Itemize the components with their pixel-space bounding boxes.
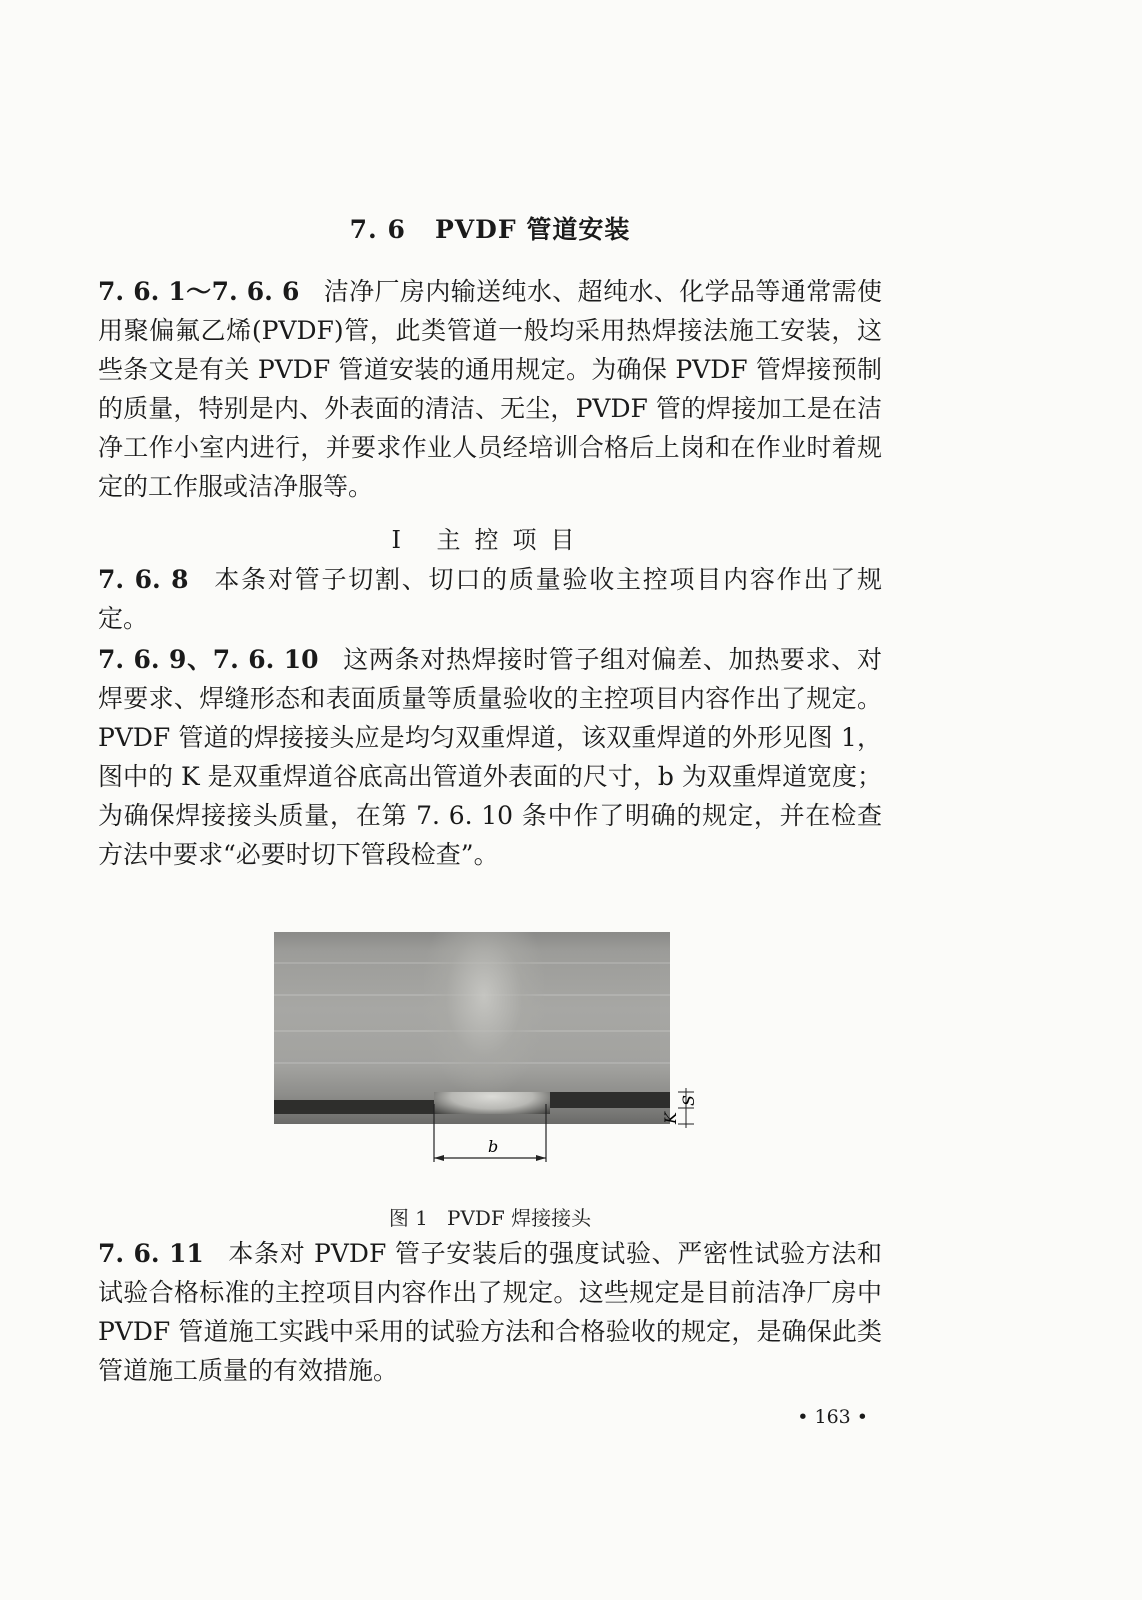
label-k: K: [661, 1112, 680, 1124]
section-number: 7. 6: [349, 215, 406, 244]
clause-text: 洁净厂房内输送纯水、超纯水、化学品等通常需使用聚偏氟乙烯(PVDF)管，此类管道一般均采用热焊接法施工安装，这些条文是有关 PVDF 管道安装的通用规定。为确保 PVDF 管焊接预制的质量，特别是内、外表面的清洁、无尘，PVDF 管的焊接加工是在洁净工作小室内进行，并要求作业人员经培训合格后上岗和在作业时着规定的工作服或洁净服等。: [98, 277, 882, 501]
paragraph-7-6-1: [98, 272, 882, 506]
caption-number: 图 1: [388, 1206, 428, 1230]
subheading-main-control-items: Ⅰ 主控项目: [391, 526, 589, 554]
clause-number: 7. 6. 8: [98, 565, 189, 594]
label-b: b: [488, 1137, 499, 1156]
paragraph-7-6-8: [98, 560, 882, 638]
paragraph-7-6-11: [98, 1234, 882, 1390]
figure-caption: [98, 1202, 882, 1231]
clause-text: 这两条对热焊接时管子组对偏差、加热要求、对焊要求、焊缝形态和表面质量等质量验收的主控项目内容作出了规定。PVDF 管道的焊接接头应是均匀双重焊道，该双重焊道的外形见图 1，图中的 K 是双重焊道谷底高出管道外表面的尺寸，b 为双重焊道宽度；为确保焊接接头质量，在第 7. 6. 10 条中作了明确的规定，并在检查方法中要求“必要时切下管段检查”。: [98, 645, 882, 869]
clause-number: 7. 6. 1～7. 6. 6: [98, 277, 300, 306]
clause-number: 7. 6. 11: [98, 1239, 204, 1268]
caption-text: PVDF 焊接接头: [447, 1206, 592, 1230]
label-s: S: [679, 1095, 698, 1106]
clause-text: 本条对管子切割、切口的质量验收主控项目内容作出了规定。: [98, 565, 882, 633]
paragraph-7-6-9: [98, 640, 882, 874]
section-title: [98, 210, 882, 246]
page-number: • 163 •: [797, 1406, 868, 1428]
dimension-annotations: [274, 1080, 734, 1190]
clause-text: 本条对 PVDF 管子安装后的强度试验、严密性试验方法和试验合格标准的主控项目内容作出了规定。这些规定是目前洁净厂房中 PVDF 管道施工实践中采用的试验方法和合格验收的规定，是确保此类管道施工质量的有效措施。: [98, 1239, 882, 1385]
section-title-text: PVDF 管道安装: [434, 215, 631, 244]
clause-number: 7. 6. 9、7. 6. 10: [98, 645, 319, 674]
weld-seam: [424, 932, 544, 1092]
